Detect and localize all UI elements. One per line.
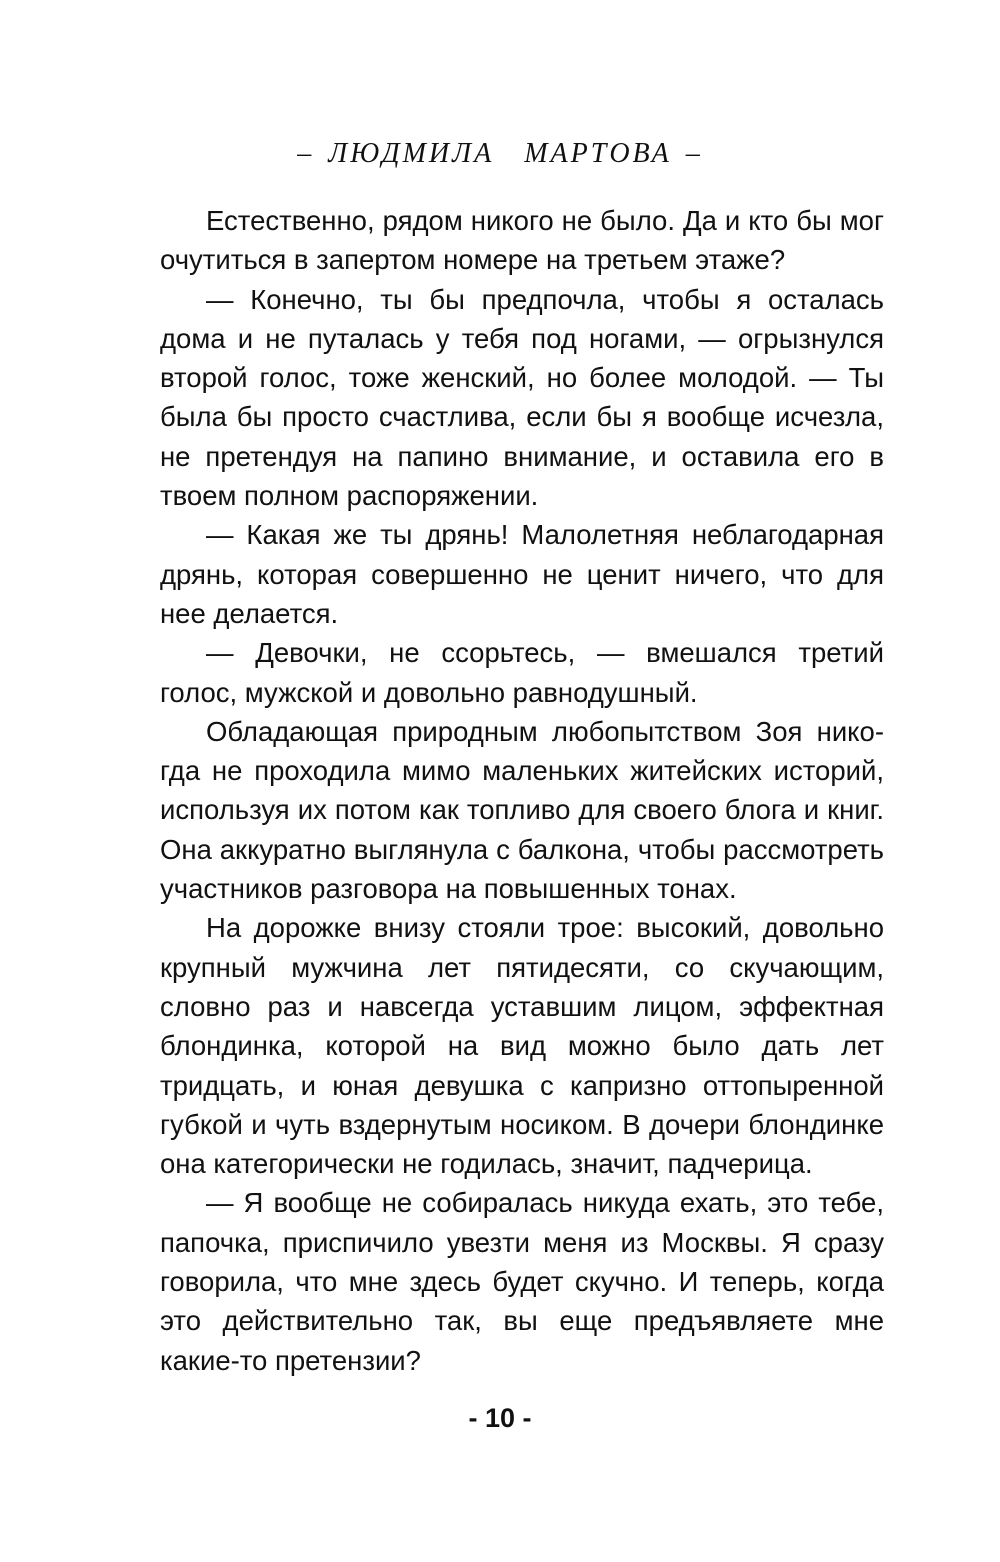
page-number: - 10 - bbox=[468, 1403, 532, 1433]
header-author-last-name: МАРТОВА bbox=[524, 138, 672, 169]
header-dash-left: – bbox=[297, 138, 315, 169]
header-author-first-name: ЛЮДМИЛА bbox=[328, 138, 495, 169]
paragraph: Обладающая природным любопытством Зоя никогда не проходила мимо маленьких житейских историй, используя их потом как топливо для своего блога и книг. Она аккуратно выглянула с балкона, чтобы рассмотреть участников разговора на повышенных тонах. bbox=[160, 715, 884, 905]
paragraph: Естественно, рядом никого не было. Да и кто бы мог очутиться в запертом номере на третьем этаже? bbox=[160, 205, 884, 276]
paragraph: — Какая же ты дрянь! Малолетняя неблагодарная дрянь, которая совершенно не ценит ничего, что для нее делается. bbox=[160, 519, 884, 629]
paragraph: — Конечно, ты бы предпочла, чтобы я осталась дома и не путалась у тебя под ногами, — огрызнулся второй голос, тоже женский, но более молодой. — Ты была бы просто счастлива, если бы я вообще исчезла, не претендуя на папино внимание, и оставила его в твоем полном распоряжении. bbox=[160, 283, 884, 512]
header-dash-right: – bbox=[685, 138, 703, 169]
paragraph: На дорожке внизу стояли трое: высокий, довольно крупный мужчина лет пятидесяти, со скучающим, словно раз и навсегда уставшим лицом, эффектная блондинка, которой на вид можно было дать лет тридцать, и юная девушка с капризно оттопыренной губкой и чуть вздернутым носиком. В дочери блондинке она категорически не годилась, значит, падчерица. bbox=[160, 912, 884, 1180]
paragraph: — Я вообще не собиралась никуда ехать, это тебе, папочка, приспичило увезти меня из Москвы. Я сразу говорила, что мне здесь будет скучно. И теперь, когда это действительно так, вы еще предъявляете мне какие-то претензии? bbox=[160, 1187, 884, 1376]
paragraph: — Девочки, не ссорьтесь, — вмешался третий голос, мужской и довольно равнодушный. bbox=[160, 637, 884, 708]
body-text bbox=[160, 201, 884, 1380]
running-header bbox=[0, 138, 1000, 170]
